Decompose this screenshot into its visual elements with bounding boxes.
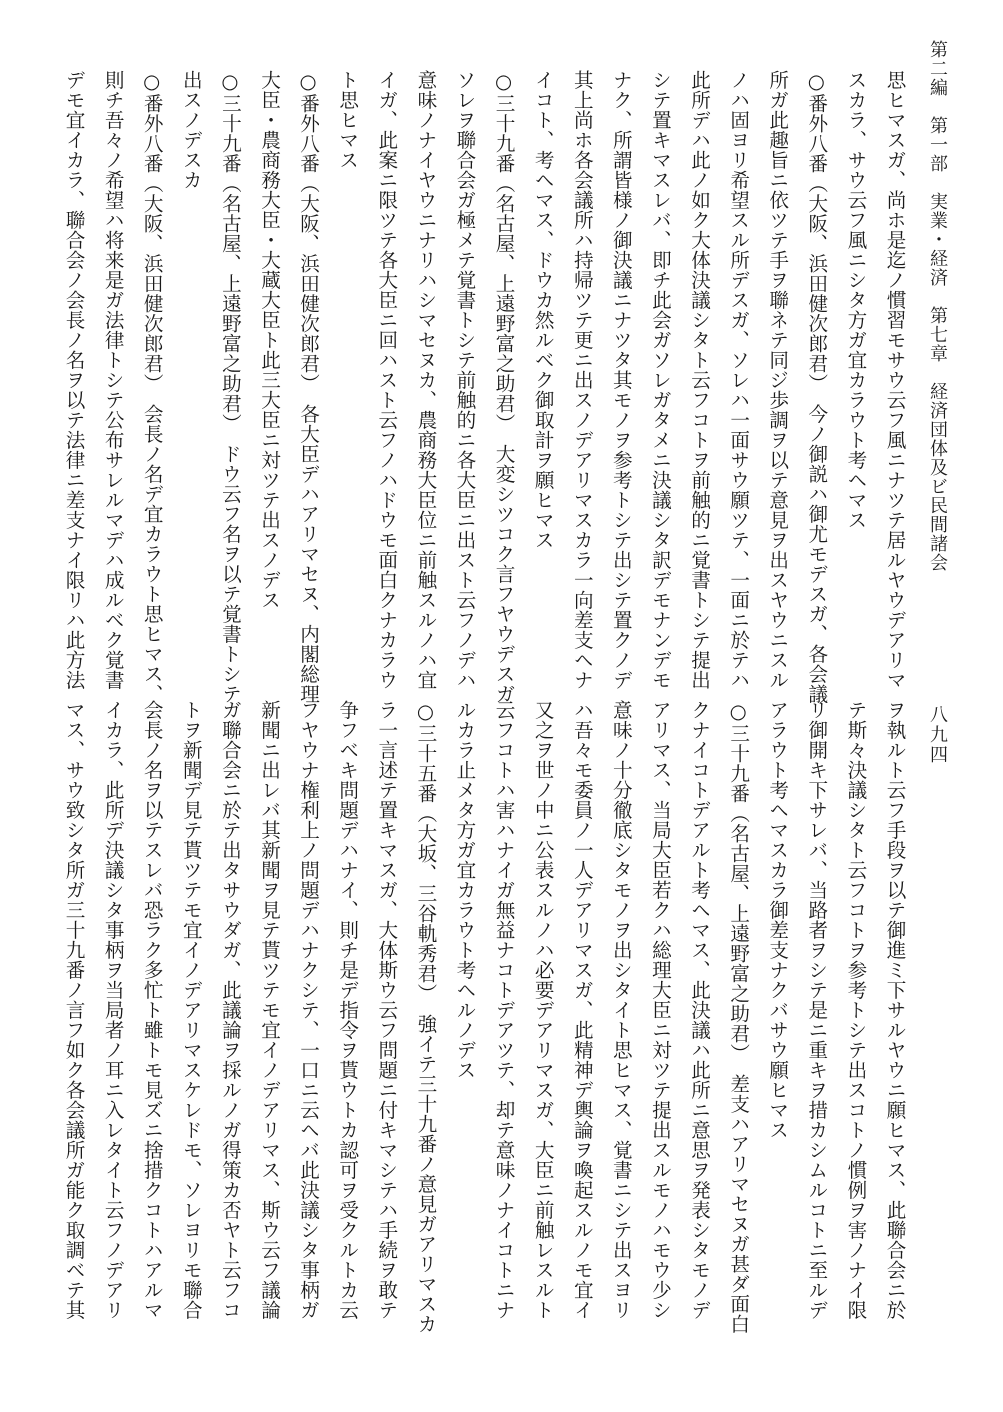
- text-line: マス、サウ致シタ所ガ三十九番ノ言フ如ク各会議所ガ能ク取調ベテ其: [62, 700, 86, 1320]
- text-line: ○三十九番（名古屋、上遠野富之助君） 差支ハアリマセヌガ甚ダ面白: [726, 700, 750, 1334]
- text-line: スカラ、サウ云フ風ニシタ方ガ宜カラウト考ヘマス: [843, 70, 867, 530]
- running-header: 第二編 第一部 実業・経済 第七章 経済団体及ビ民間諸会: [927, 40, 948, 572]
- text-line: 所ガ此趣旨ニ依ツテ手ヲ聯ネテ同ジ歩調ヲ以テ意見ヲ出スヤウニスル: [765, 70, 789, 690]
- text-line: イガ、此案ニ限ツテ各大臣ニ回ハスト云フノハドウモ面白クナカラウ: [374, 70, 398, 690]
- text-line: 此所デハ此ノ如ク大体決議シタト云フコトヲ前触的ニ覚書トシテ提出: [687, 70, 711, 690]
- text-line: ○三十九番（名古屋、上遠野富之助君） 大変シツコク言フヤウデスガ: [492, 70, 516, 704]
- text-line: シテ置キマスレバ、即チ此会ガソレガタメニ決議シタ訳デモナンデモ: [648, 70, 672, 690]
- text-line: ノハ固ヨリ希望スル所デスガ、ソレハ一面サウ願ツテ、一面ニ於テハ: [726, 70, 750, 690]
- text-line: ルカラ止メタ方ガ宜カラウト考ヘルノデス: [452, 700, 476, 1080]
- text-line: 思ヒマスガ、尚ホ是迄ノ慣習モサウ云フ風ニナツテ居ルヤウデアリマ: [883, 70, 906, 690]
- text-line: クナイコトデアルト考ヘマス、此決議ハ此所ニ意思ヲ発表シタモノデ: [687, 700, 711, 1320]
- text-line: 会長ノ名ヲ以テスレバ恐ラク多忙ト雖トモ見ズニ捨措クコトハアルマ: [140, 700, 164, 1320]
- text-line: ト思ヒマス: [335, 70, 359, 170]
- text-line: ナク、所謂皆様ノ御決議ニナツタ其モノヲ参考トシテ出シテ置クノデ: [609, 70, 633, 690]
- text-line: ○番外八番（大阪、浜田健次郎君） 今ノ御説ハ御尤モデスガ、各会議: [804, 70, 828, 704]
- text-line: ヲ執ルト云フ手段ヲ以テ御進ミ下サルヤウニ願ヒマス、此聯合会ニ於: [883, 700, 906, 1320]
- text-line: 新聞ニ出レバ其新聞ヲ見テ貰ツテモ宜イノデアリマス、斯ウ云フ議論: [257, 700, 281, 1320]
- text-line: 意味ノ十分徹底シタモノヲ出シタイト思ヒマス、覚書ニシテ出スヨリ: [609, 700, 633, 1320]
- text-line: 大臣・農商務大臣・大蔵大臣ト此三大臣ニ対ツテ出スノデス: [257, 70, 281, 610]
- text-line: アラウト考ヘマスカラ御差支ナクバサウ願ヒマス: [765, 700, 789, 1140]
- text-line: ラ一言述テ置キマスガ、大体斯ウ云フ問題ニ付キマシテハ手続ヲ敢テ: [374, 700, 398, 1320]
- upper-text-block: [62, 70, 914, 704]
- text-line: ガ聯合会ニ於テ出タサウダガ、此議論ヲ採ルノガ得策カ否ヤト云フコ: [218, 700, 242, 1320]
- text-line: イカラ、此所デ決議シタ事柄ヲ当局者ノ耳ニ入レタイト云フノデアリ: [101, 700, 125, 1320]
- text-line: 争フベキ問題デハナイ、則チ是デ指令ヲ貰ウトカ認可ヲ受クルトカ云: [335, 700, 359, 1320]
- text-line: ○三十九番（名古屋、上遠野富之助君） ドウ云フ名ヲ以テ覚書トシテ: [218, 70, 242, 704]
- text-line: 意味ノナイヤウニナリハシマセヌカ、農商務大臣位ニ前触スルノハ宜: [413, 70, 437, 690]
- text-line: 又之ヲ世ノ中ニ公表スルノハ必要デアリマスガ、大臣ニ前触レスルト: [531, 700, 555, 1320]
- text-line: アリマス、当局大臣若クハ総理大臣ニ対ツテ提出スルモノハモウ少シ: [648, 700, 672, 1320]
- text-line: フヤウナ権利上ノ問題デハナクシテ、一口ニ云ヘバ此決議シタ事柄ガ: [296, 700, 320, 1320]
- text-line: 則チ吾々ノ希望ハ将来是ガ法律トシテ公布サレルマデハ成ルベク覚書: [101, 70, 125, 690]
- text-line: テ斯々決議シタト云フコトヲ参考トシテ出スコトノ慣例ヲ害ノナイ限: [843, 700, 867, 1320]
- text-line: ソレヲ聯合会ガ極メテ覚書トシテ前触的ニ各大臣ニ出スト云フノデハ: [452, 70, 476, 690]
- text-line: 云フコトハ害ハナイガ無益ナコトデアツテ、却テ意味ノナイコトニナ: [492, 700, 516, 1320]
- text-line: イコト、考ヘマス、ドウカ然ルベク御取計ヲ願ヒマス: [531, 70, 555, 550]
- text-line: デモ宜イカラ、聯合会ノ会長ノ名ヲ以テ法律ニ差支ナイ限リハ此方法: [62, 70, 86, 690]
- page-number: 八九四: [927, 705, 948, 765]
- text-line: ハ吾々モ委員ノ一人デアリマスガ、此精神デ輿論ヲ喚起スルノモ宜イ: [570, 700, 594, 1320]
- text-line: 其上尚ホ各会議所ハ持帰ツテ更ニ出スノデアリマスカラ一向差支ヘナ: [570, 70, 594, 690]
- text-line: ○三十五番（大坂、三谷軌秀君） 強イテ三十九番ノ意見ガアリマスカ: [413, 700, 437, 1334]
- text-line: トヲ新聞デ見テ貰ツテモ宜イノデアリマスケレドモ、ソレヨリモ聯合: [179, 700, 203, 1320]
- text-line: ○番外八番（大阪、浜田健次郎君） 各大臣デハアリマセヌ、内閣総理: [296, 70, 320, 704]
- text-line: リ御開キ下サレバ、当路者ヲシテ是ニ重キヲ措カシムルコトニ至ルデ: [804, 700, 828, 1320]
- lower-text-block: [62, 700, 914, 1340]
- text-line: 出スノデスカ: [179, 70, 203, 190]
- text-line: ○番外八番（大阪、浜田健次郎君） 会長ノ名デ宜カラウト思ヒマス、: [140, 70, 164, 704]
